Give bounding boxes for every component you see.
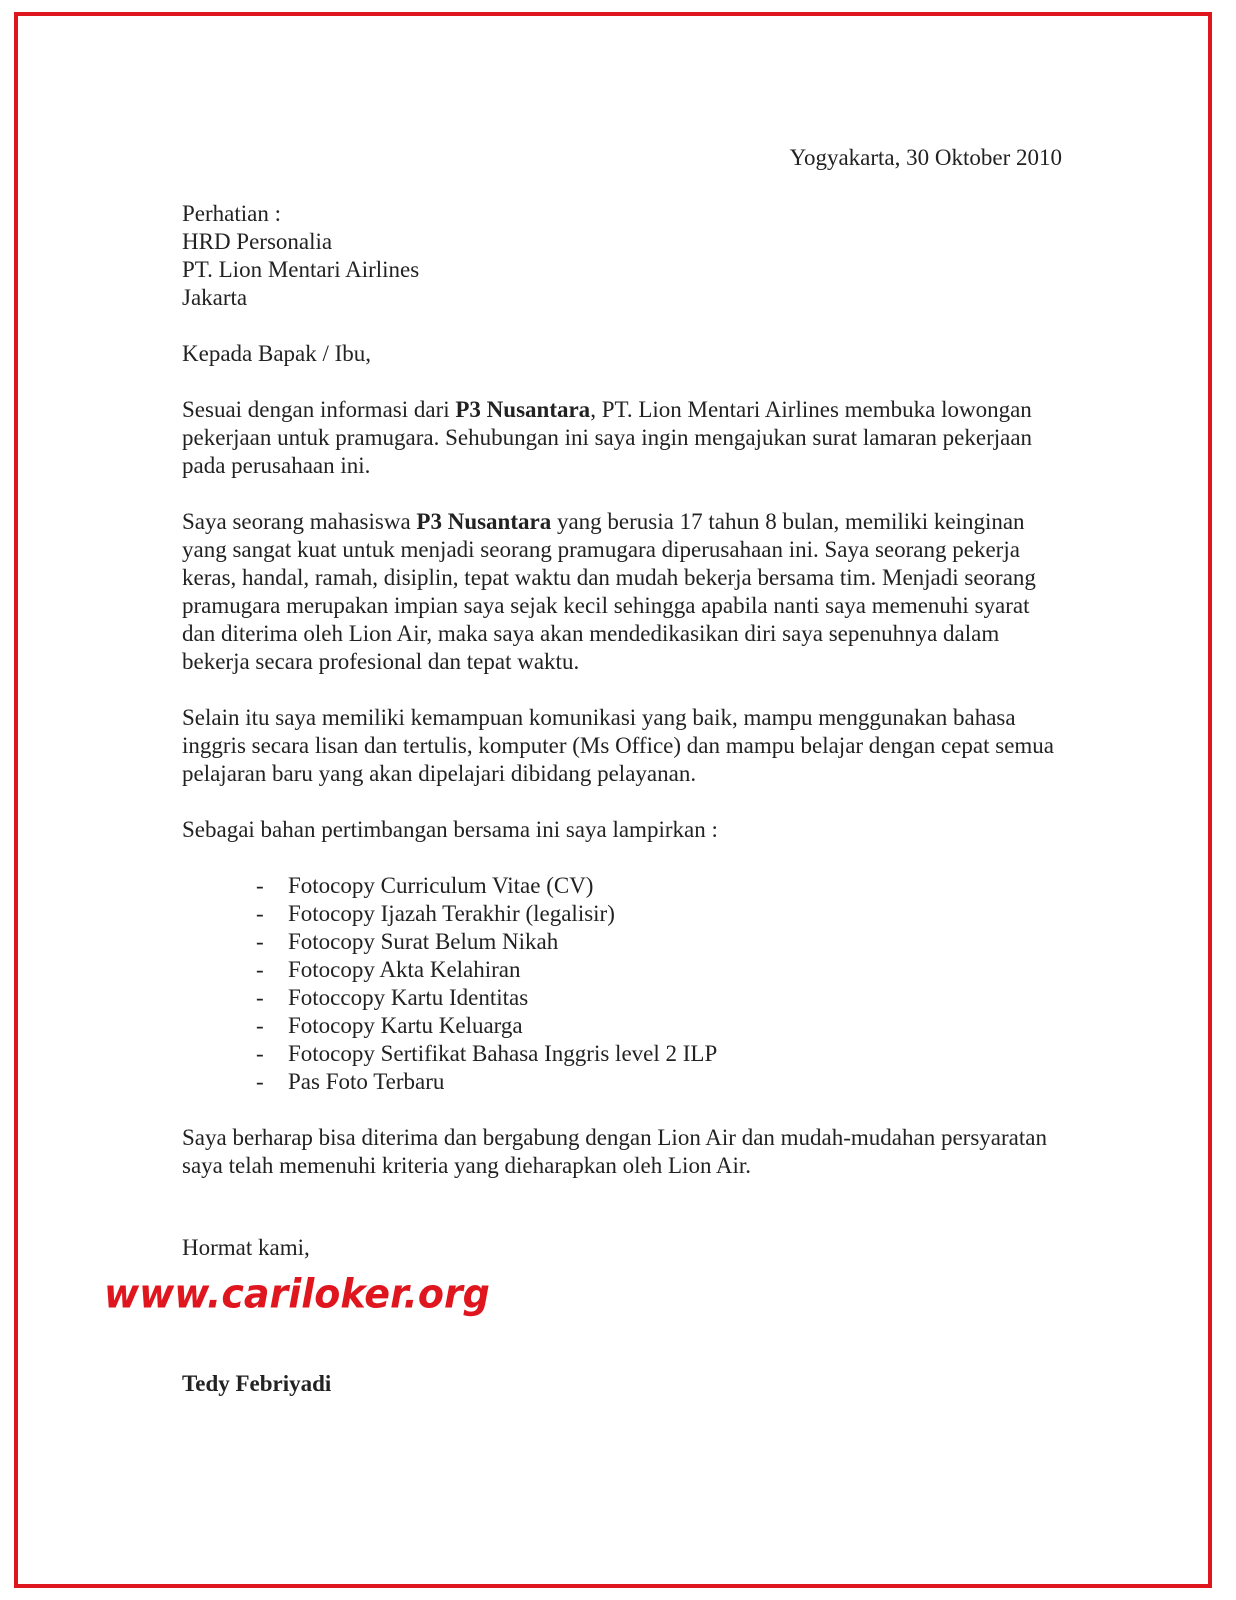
bullet-dash: - (256, 985, 264, 1010)
letter-body (182, 144, 1062, 1262)
attachment-item: - Fotoccopy Kartu Identitas (256, 985, 529, 1010)
paragraph-3: Selain itu saya memiliki kemampuan komunikasi yang baik, mampu menggunakan bahasa inggris secara lisan dan tertulis, komputer (Ms Office) dan mampu belajar dengan cepat semua pelajaran baru yang akan dipelajari dibidang pelayanan. (182, 705, 1055, 786)
salutation: Kepada Bapak / Ibu, (182, 341, 372, 366)
bullet-dash: - (256, 1069, 264, 1094)
bullet-dash: - (256, 957, 264, 982)
paragraph-2-pre: Saya seorang mahasiswa (182, 509, 417, 534)
bullet-dash: - (256, 929, 264, 954)
bullet-dash: - (256, 1013, 264, 1038)
date-line: Yogyakarta, 30 Oktober 2010 (789, 145, 1062, 170)
paragraph-2-bold: P3 Nusantara (416, 509, 552, 534)
recipient-attention: Perhatian : (182, 201, 281, 226)
bullet-dash: - (256, 1041, 264, 1066)
paragraph-2-post: yang berusia 17 tahun 8 bulan, memiliki keinginan yang sangat kuat untuk menjadi seorang pramugara diperusahaan ini. Saya seorang pekerja keras, handal, ramah, disiplin, tepat waktu dan mudah bekerja bersama tim. Menjadi seorang pramugara merupakan impian saya sejak kecil sehingga apabila nanti saya memenuhi syarat dan diterima oleh Lion Air, maka saya akan mendedikasikan diri saya sepenuhnya dalam bekerja secara profesional dan tepat waktu. (182, 509, 1036, 674)
paragraph-5: Saya berharap bisa diterima dan bergabung dengan Lion Air dan mudah-mudahan persyaratan saya telah memenuhi kriteria yang dieharapkan oleh Lion Air. (182, 1125, 1047, 1178)
paragraph-1-post: , PT. Lion Mentari Airlines membuka lowongan pekerjaan untuk pramugara. Sehubungan ini saya ingin mengajukan surat lamaran pekerjaan pada perusahaan ini. (182, 397, 1033, 478)
attachment-item: - Pas Foto Terbaru (256, 1069, 445, 1094)
paragraph-2 (182, 508, 1062, 676)
paragraph-1 (182, 396, 1062, 480)
paragraph-1-pre: Sesuai dengan informasi dari (182, 397, 456, 422)
recipient-department: HRD Personalia (182, 229, 333, 254)
watermark-link[interactable]: www.cariloker.org (104, 1270, 490, 1318)
attachment-item: - Fotocopy Surat Belum Nikah (256, 929, 559, 954)
attachment-list (182, 872, 1062, 1096)
paragraph-1-bold: P3 Nusantara (455, 397, 591, 422)
recipient-city: Jakarta (182, 285, 248, 310)
recipient-company: PT. Lion Mentari Airlines (182, 257, 420, 282)
attachment-item: - Fotocopy Curriculum Vitae (CV) (256, 873, 594, 898)
signature-name: Tedy Febriyadi (182, 1371, 332, 1396)
bullet-dash: - (256, 901, 264, 926)
attachment-item: - Fotocopy Akta Kelahiran (256, 957, 521, 982)
bullet-dash: - (256, 873, 264, 898)
paragraph-4: Sebagai bahan pertimbangan bersama ini saya lampirkan : (182, 817, 718, 842)
attachment-item: - Fotocopy Sertifikat Bahasa Inggris level 2 ILP (256, 1041, 718, 1066)
attachment-item: - Fotocopy Ijazah Terakhir (legalisir) (256, 901, 615, 926)
closing: Hormat kami, (182, 1235, 310, 1260)
attachment-item: - Fotocopy Kartu Keluarga (256, 1013, 523, 1038)
recipient-block (182, 200, 1062, 312)
